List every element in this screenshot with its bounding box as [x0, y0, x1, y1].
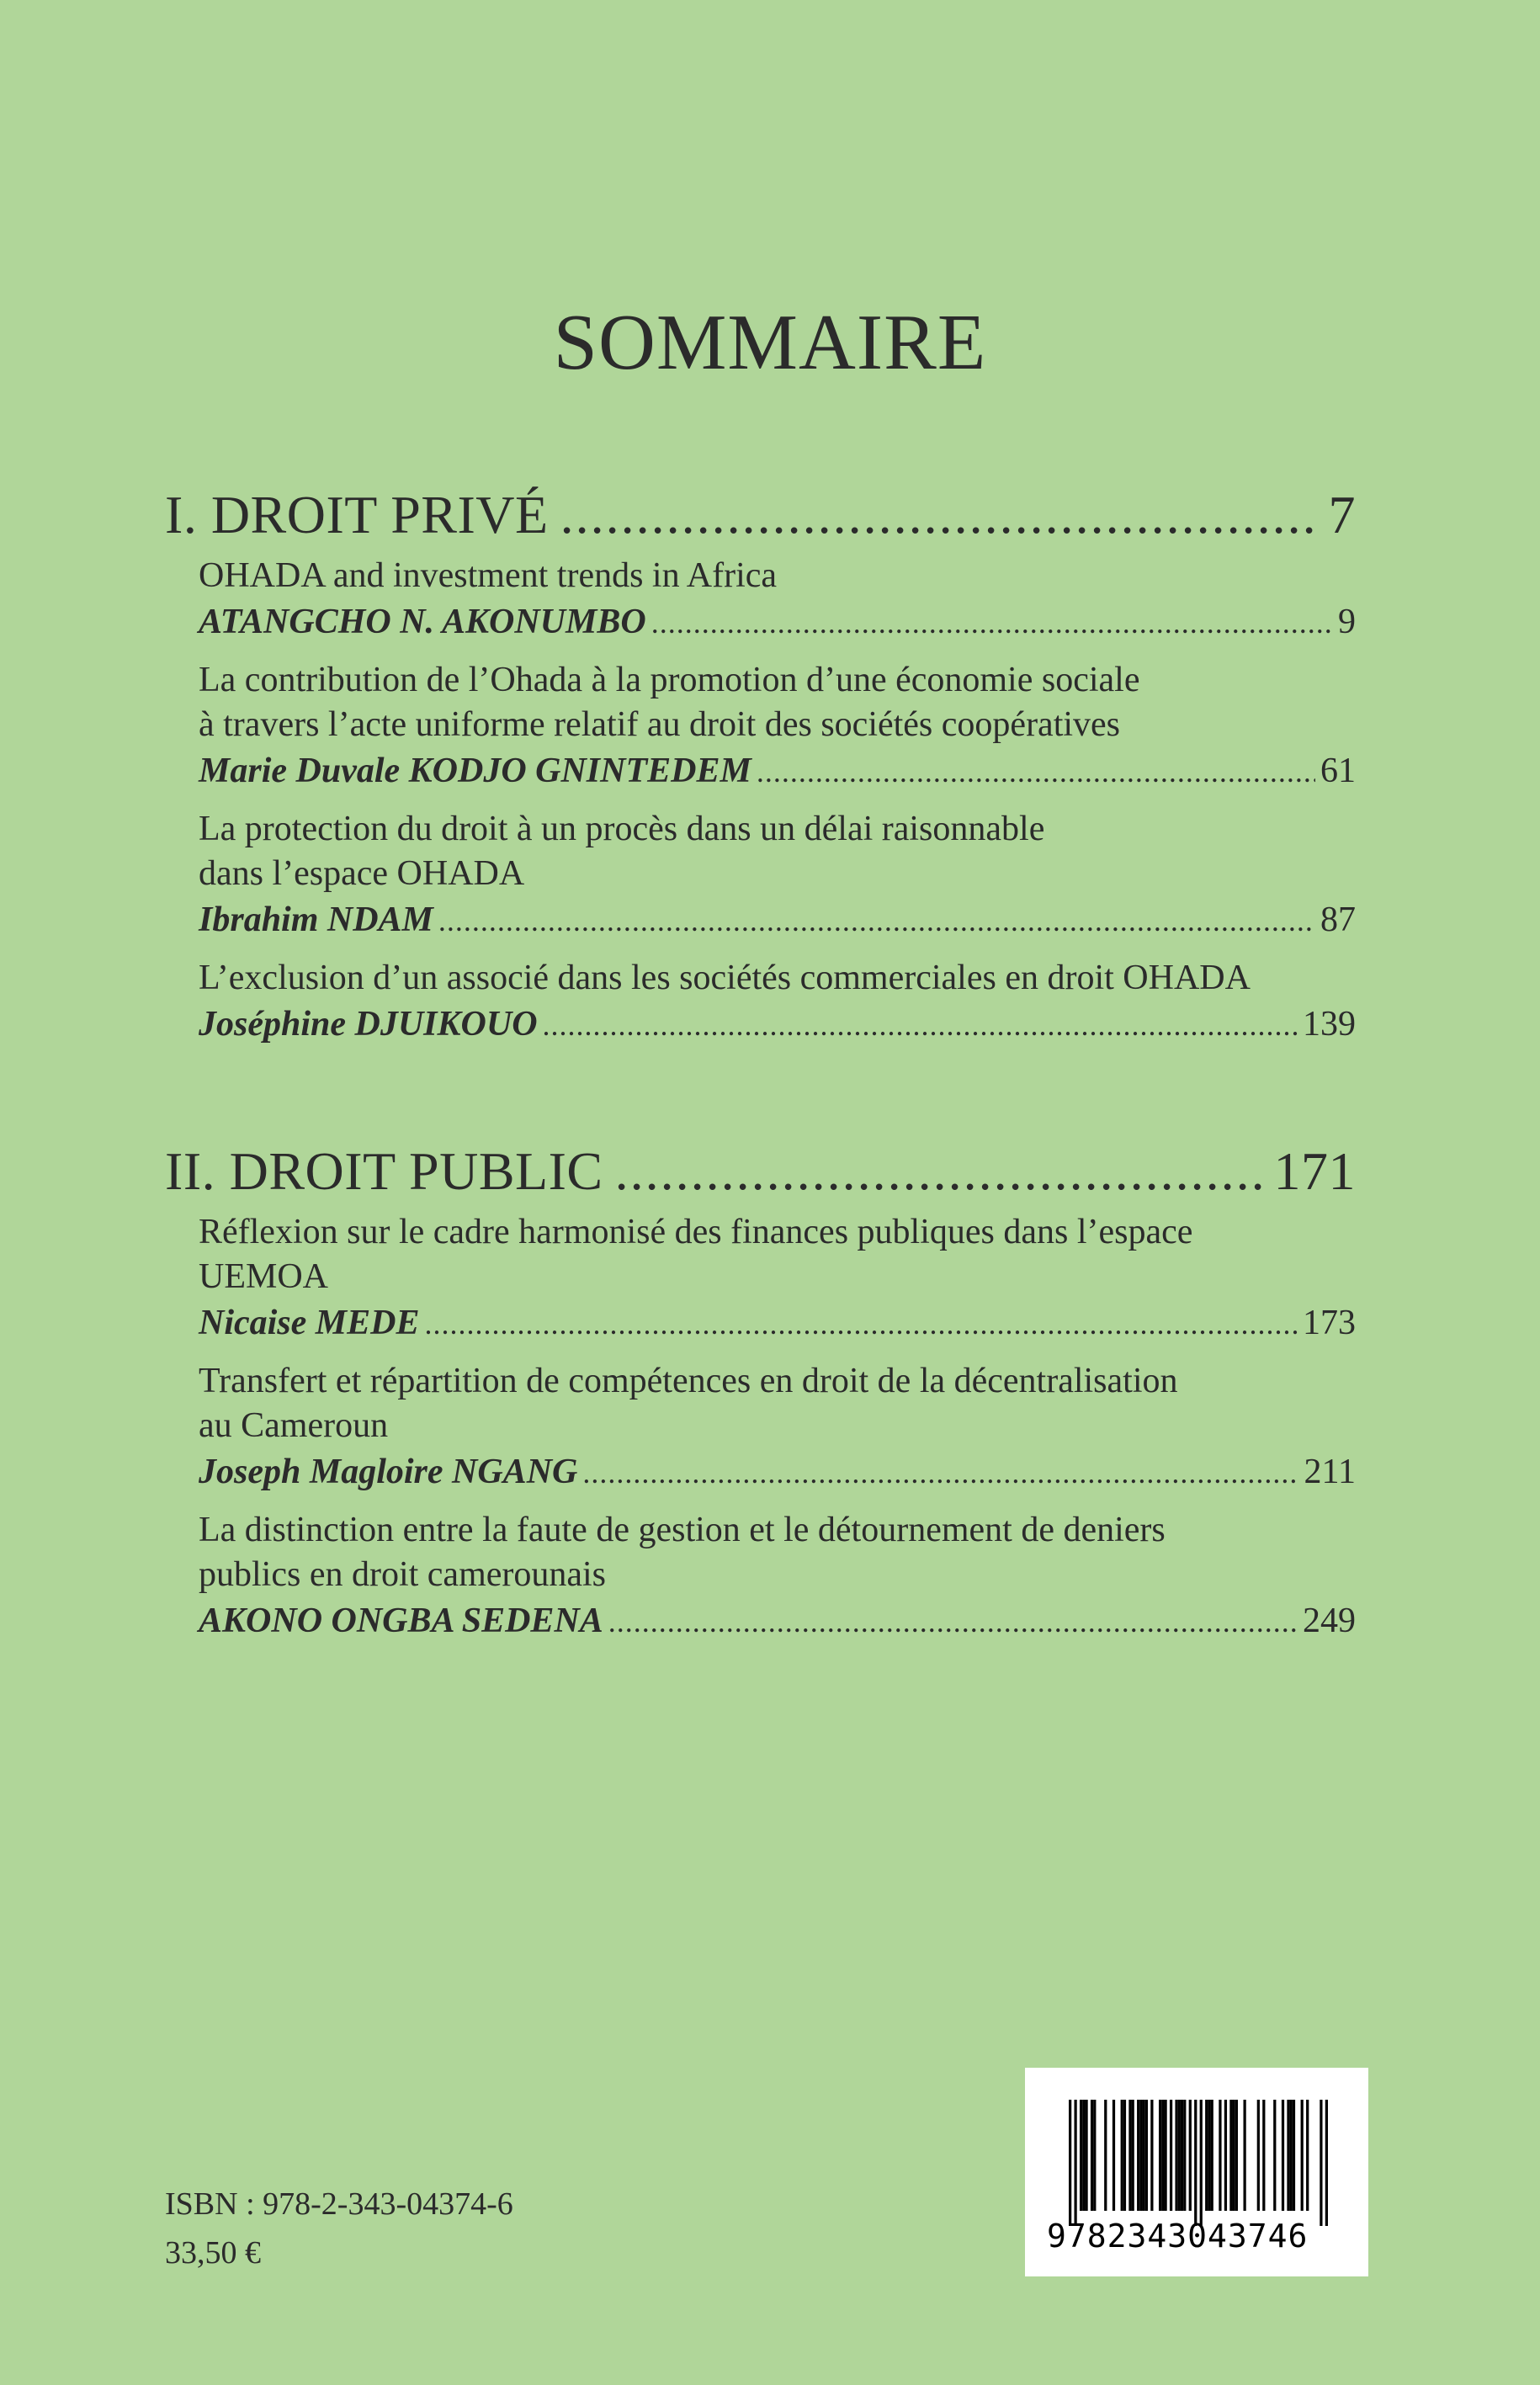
toc-entry [199, 1210, 1356, 1347]
page-title: SOMMAIRE [553, 299, 987, 386]
section-entries [165, 1210, 1356, 1645]
article-page: 173 [1303, 1304, 1356, 1342]
barcode-bar [1104, 2100, 1107, 2211]
article-title: OHADA and investment trends in Africa [199, 556, 778, 595]
barcode-bar [1273, 2100, 1276, 2211]
barcode-bar [1325, 2100, 1328, 2226]
barcode-bar [1181, 2100, 1183, 2211]
article-author: Joseph Magloire NGANG [199, 1453, 578, 1491]
section-heading [165, 1139, 1356, 1203]
barcode-bar [1208, 2100, 1210, 2211]
author-line [199, 747, 1356, 795]
article-author: ATANGCHO N. AKONUMBO [199, 603, 646, 641]
article-author: Marie Duvale KODJO GNINTEDEM [199, 752, 751, 790]
barcode-bar [1200, 2100, 1203, 2226]
dot-leader [438, 897, 1315, 944]
article-page: 211 [1304, 1453, 1356, 1491]
article-page: 139 [1303, 1005, 1356, 1044]
barcode-bar [1224, 2100, 1227, 2211]
barcode-bar [1121, 2100, 1123, 2211]
section-entries [165, 554, 1356, 1049]
barcode-bar [1219, 2100, 1221, 2211]
footer [165, 2180, 513, 2277]
barcode-bar [1257, 2100, 1260, 2211]
table-of-contents [165, 483, 1356, 1645]
barcode-bar [1074, 2100, 1076, 2226]
barcode-bar [1233, 2100, 1235, 2211]
isbn: ISBN : 978-2-343-04374-6 [165, 2186, 513, 2222]
dot-leader [615, 1139, 1262, 1203]
barcode-bar [1175, 2100, 1177, 2211]
barcode-bar [1132, 2100, 1134, 2211]
barcode-bar [1150, 2100, 1153, 2211]
barcode-bar [1145, 2100, 1148, 2211]
article-page: 61 [1320, 752, 1356, 790]
barcode-bar [1229, 2100, 1232, 2211]
dot-leader [582, 1449, 1298, 1496]
barcode-bar [1235, 2100, 1238, 2211]
barcode-bar [1128, 2100, 1131, 2211]
article-title: Réflexion sur le cadre harmonisé des finances publiques dans l’espace UEMOA [199, 1213, 1193, 1296]
barcode-bar [1137, 2100, 1139, 2211]
barcode-bar [1091, 2100, 1093, 2211]
barcode-bar [1139, 2100, 1142, 2211]
barcode-bar [1113, 2100, 1115, 2211]
dot-leader [425, 1300, 1298, 1347]
dot-leader [757, 748, 1315, 795]
barcode-bar [1306, 2100, 1309, 2211]
price: 33,50 € [165, 2235, 261, 2271]
section-title: II. DROIT PUBLIC [165, 1141, 603, 1201]
barcode-digits: 9782343043746 [1047, 2218, 1309, 2255]
toc-entry [199, 807, 1356, 944]
barcode-bar [1301, 2100, 1304, 2211]
barcode-bar [1205, 2100, 1208, 2211]
section-title: I. DROIT PRIVÉ [165, 485, 549, 544]
toc-entry [199, 554, 1356, 646]
author-line [199, 896, 1356, 944]
dot-leader [651, 599, 1333, 646]
author-line [199, 1001, 1356, 1049]
barcode-bar [1080, 2100, 1082, 2211]
article-author: Nicaise MEDE [199, 1304, 420, 1342]
barcode-bar [1164, 2100, 1166, 2211]
article-page: 87 [1320, 900, 1356, 939]
author-line [199, 1597, 1356, 1645]
article-author: AKONO ONGBA SEDENA [199, 1602, 603, 1640]
barcode-bar [1143, 2100, 1145, 2211]
dot-leader [608, 1598, 1298, 1645]
barcode-bar [1287, 2100, 1289, 2211]
barcode-bar [1194, 2100, 1197, 2226]
barcode-bar [1178, 2100, 1181, 2211]
toc-entry [199, 1359, 1356, 1496]
barcode-bar [1293, 2100, 1295, 2211]
barcode-bar [1093, 2100, 1096, 2211]
barcode-bar [1320, 2100, 1322, 2226]
author-line [199, 1299, 1356, 1347]
barcode-bar [1082, 2100, 1085, 2211]
article-title: L’exclusion d’un associé dans les sociétés commerciales en droit OHADA [199, 959, 1251, 997]
article-author: Joséphine DJUIKOUO [199, 1005, 538, 1044]
barcode-bar [1282, 2100, 1284, 2211]
barcode-bar [1159, 2100, 1161, 2211]
barcode-bar [1183, 2100, 1186, 2211]
article-title: La distinction entre la faute de gestion et le détournement de deniers publics en droit camerounais [199, 1511, 1166, 1594]
barcode-bar [1243, 2100, 1245, 2211]
barcode-bar [1211, 2100, 1213, 2211]
toc-entry [199, 956, 1356, 1049]
author-line [199, 1448, 1356, 1496]
barcode [1025, 2068, 1368, 2276]
dot-leader [543, 1001, 1298, 1049]
article-title: La protection du droit à un procès dans un délai raisonnable dans l’espace OHADA [199, 810, 1045, 893]
toc-entry [199, 1508, 1356, 1645]
article-page: 9 [1338, 603, 1356, 641]
barcode-bar [1085, 2100, 1087, 2211]
article-title: Transfert et répartition de compétences en droit de la décentralisation au Cameroun [199, 1362, 1178, 1445]
article-author: Ibrahim NDAM [199, 900, 433, 939]
toc-entry [199, 658, 1356, 795]
barcode-bar [1290, 2100, 1293, 2211]
barcode-bars [1069, 2100, 1328, 2226]
barcode-bar [1123, 2100, 1126, 2211]
dot-leader [560, 483, 1317, 547]
barcode-bar [1262, 2100, 1265, 2211]
author-line [199, 598, 1356, 646]
section-page: 171 [1273, 1141, 1356, 1201]
article-title: La contribution de l’Ohada à la promotion d’une économie sociale à travers l’acte uniforme relatif au droit des sociétés coopératives [199, 661, 1140, 744]
barcode-bar [1161, 2100, 1164, 2211]
article-page: 249 [1303, 1602, 1356, 1640]
barcode-bar [1069, 2100, 1071, 2226]
barcode-bar [1170, 2100, 1172, 2211]
barcode-bar [1189, 2100, 1192, 2211]
section-heading [165, 483, 1356, 547]
section-page: 7 [1328, 485, 1356, 544]
